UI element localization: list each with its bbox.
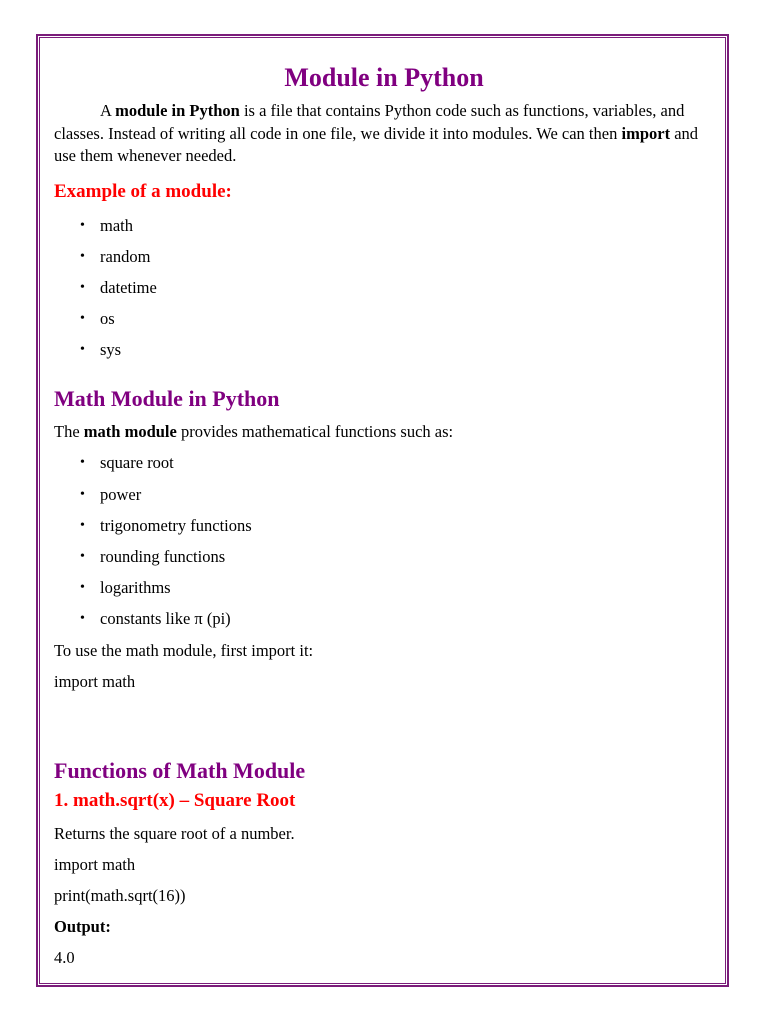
intro-paragraph — [54, 100, 714, 168]
output-label — [54, 911, 714, 942]
list-item — [54, 510, 714, 541]
output-label-text: Output: — [54, 916, 111, 936]
intro-bold-import: import — [621, 123, 671, 143]
intro-lead: A — [100, 101, 116, 120]
math-intro-rest: provides mathematical functions such as: — [176, 422, 454, 442]
intro-bold-module: module in Python — [115, 101, 240, 120]
math-intro-bold: math module — [83, 422, 177, 442]
list-item — [54, 303, 714, 334]
list-item — [54, 241, 714, 272]
list-item-label: square root — [100, 453, 174, 473]
bullet-icon: • — [80, 455, 85, 471]
list-item-label: rounding functions — [100, 547, 226, 566]
math-section-heading: Math Module in Python — [54, 386, 280, 412]
list-item — [54, 603, 714, 634]
sqrt-heading: 1. math.sqrt(x) – Square Root — [54, 789, 296, 811]
bullet-icon: • — [80, 549, 85, 564]
math-intro — [54, 416, 714, 447]
bullet-icon: • — [80, 486, 85, 502]
bullet-icon: • — [80, 611, 85, 627]
example-heading: Example of a module: — [54, 180, 232, 202]
code-line-import: import math — [54, 854, 136, 874]
bullet-icon: • — [80, 279, 85, 295]
import-code: import math — [54, 671, 136, 691]
list-item — [54, 479, 714, 510]
list-item-label: sys — [100, 340, 122, 360]
list-item — [54, 572, 714, 603]
math-function-list — [54, 447, 714, 634]
example-module-list — [54, 210, 714, 366]
list-item — [54, 334, 714, 365]
list-item — [54, 272, 714, 303]
math-intro-lead: The — [54, 422, 84, 442]
list-item-label: logarithms — [100, 578, 171, 598]
list-item-label: power — [100, 484, 142, 504]
list-item-label: datetime — [100, 277, 157, 297]
output-value: 4.0 — [54, 947, 75, 967]
bullet-icon: • — [80, 217, 85, 233]
intro-text-1: is a file that contains Python code such as functions, variables, and classes. Instead of writing all code in one file, we divide it into modules. We can then — [54, 101, 685, 143]
document-body — [54, 58, 714, 973]
intro-text-2: and use them whenever needed. — [54, 123, 699, 165]
list-item-label: os — [100, 309, 115, 329]
list-item — [54, 447, 714, 478]
code-line-print: print(math.sqrt(16)) — [54, 885, 186, 905]
list-item — [54, 541, 714, 572]
bullet-icon: • — [80, 311, 85, 327]
list-item-label: trigonometry functions — [100, 515, 252, 535]
bullet-icon: • — [80, 342, 85, 358]
list-item — [54, 210, 714, 241]
list-item-label: random — [100, 246, 151, 266]
bullet-icon: • — [80, 580, 85, 596]
list-item-label: constants like π (pi) — [100, 609, 231, 629]
list-item-label: math — [100, 215, 133, 235]
bullet-icon: • — [80, 248, 85, 264]
bullet-icon: • — [80, 517, 85, 533]
sqrt-description: Returns the square root of a number. — [54, 823, 295, 843]
functions-section-heading: Functions of Math Module — [54, 757, 306, 783]
import-note: To use the math module, first import it: — [54, 640, 314, 660]
page-title: Module in Python — [284, 63, 484, 92]
